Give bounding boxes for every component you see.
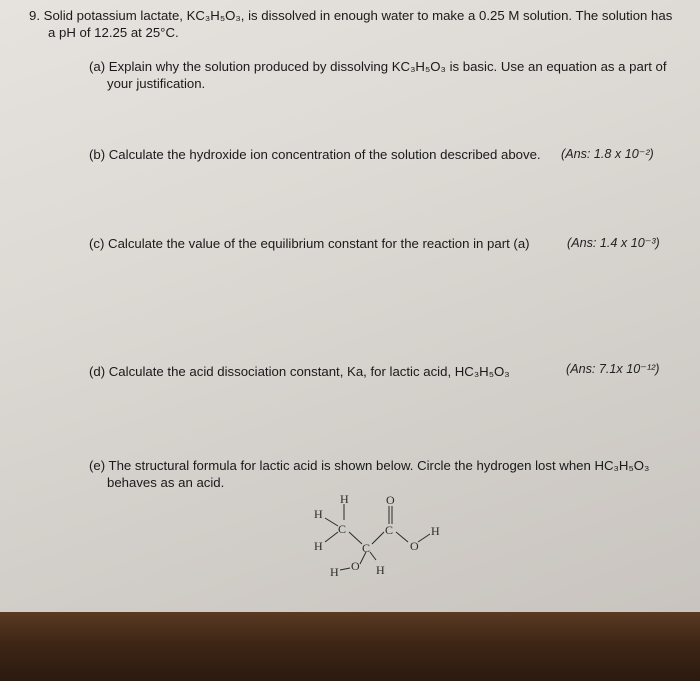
bond-h-c1-lower (325, 532, 338, 542)
bond-c2-h (370, 552, 376, 560)
lactic-acid-structure (300, 490, 460, 590)
atom-o-acid: O (410, 539, 419, 553)
part-b-answer: (Ans: 1.8 x 10⁻²) (561, 147, 654, 161)
wooden-table-background (0, 612, 700, 681)
bond-h-o (340, 568, 350, 570)
bond-c1-c2 (349, 532, 362, 544)
bond-c3-o (396, 532, 408, 542)
part-d-text: (d) Calculate the acid dissociation constant, Ka, for lactic acid, HC₃H₅O₃ (89, 364, 510, 379)
atom-h-lower-left: H (314, 539, 323, 553)
atom-h-alpha: H (376, 563, 385, 577)
question-stem-line1: 9. Solid potassium lactate, KC₃H₅O₃, is dissolved in enough water to make a 0.25 M solution. The solution has (29, 8, 673, 23)
atom-h-acid: H (431, 524, 440, 538)
part-e-line1: (e) The structural formula for lactic acid is shown below. Circle the hydrogen lost when HC₃H₅O₃ (89, 458, 650, 473)
atom-h-left: H (314, 507, 323, 521)
atom-o-carbonyl: O (386, 493, 395, 507)
bond-c2-c3 (372, 532, 384, 544)
part-c-answer: (Ans: 1.4 x 10⁻³) (567, 236, 660, 250)
part-c-text: (c) Calculate the value of the equilibrium constant for the reaction in part (a) (89, 236, 530, 251)
bond-o-h (418, 534, 430, 542)
bond-h-c1-left (325, 518, 338, 526)
atom-h-top: H (340, 492, 349, 506)
part-e-line2: behaves as an acid. (107, 475, 225, 490)
part-a-line1: (a) Explain why the solution produced by dissolving KC₃H₅O₃ is basic. Use an equation as a part of (89, 59, 667, 74)
bond-lines (325, 504, 430, 570)
atom-c3: C (385, 523, 394, 537)
part-b-text: (b) Calculate the hydroxide ion concentration of the solution described above. (89, 147, 541, 162)
atom-c2: C (362, 541, 371, 555)
atom-c1: C (338, 522, 347, 536)
part-d-answer: (Ans: 7.1x 10⁻¹²) (566, 362, 660, 376)
part-a-line2: your justification. (107, 76, 206, 91)
question-stem-line2: a pH of 12.25 at 25°C. (48, 25, 179, 40)
atom-h-hydroxyl: H (330, 565, 339, 579)
atom-o-hydroxyl: O (351, 559, 360, 573)
